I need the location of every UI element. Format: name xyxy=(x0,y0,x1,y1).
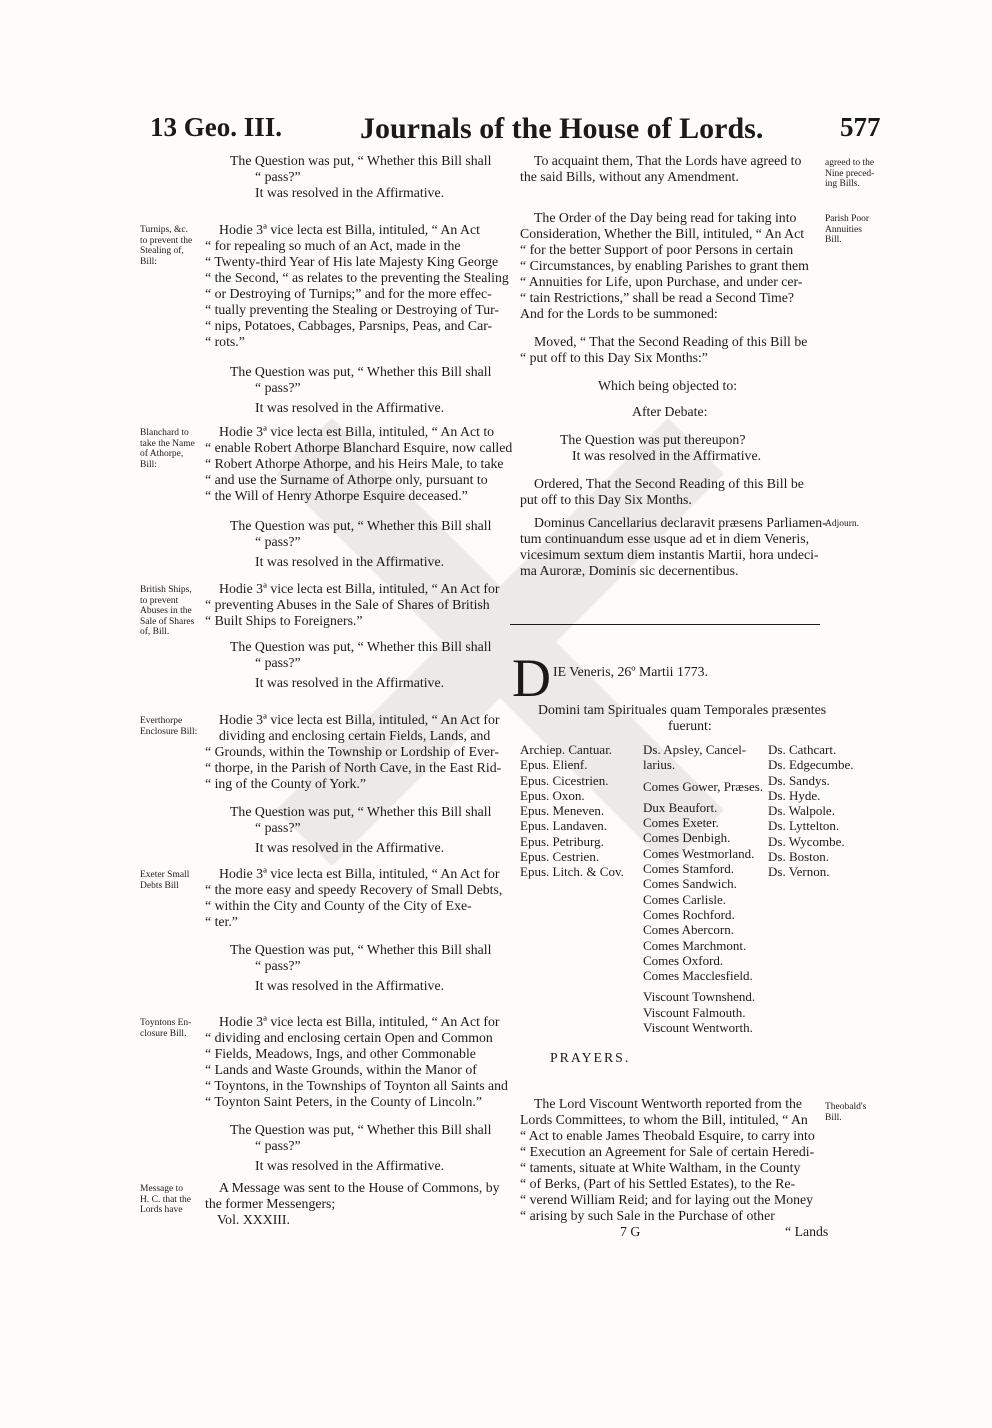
lord-entry: Ds. Walpole. xyxy=(768,803,835,819)
lord-entry: Comes Exeter. xyxy=(643,815,719,831)
left-block-7: Hodie 3ª vice lecta est Billa, intituled, “ An Act for “ dividing and enclosing certain Open and Common “ Fields, Meadows, Ings, and other Commonable “ Lands and Waste Grounds, within the Manor of “ Toyntons, in the Townships of Toynton all Saints and “ Toynton Saint Peters, in the County of Lincoln.” The Question was put, “ Whether this Bill shall “ pass?” It was resolved in the Affirmative. xyxy=(205,1014,508,1173)
lord-entry: Ds. Hyde. xyxy=(768,787,821,803)
lord-entry: Viscount Falmouth. xyxy=(643,1004,746,1020)
header-regnal-year: 13 Geo. III. xyxy=(150,112,283,142)
lord-entry: Comes Oxford. xyxy=(643,952,724,968)
lord-entry: Comes Stamford. xyxy=(643,861,734,877)
margin-note-message: Message to H. C. that the Lords have xyxy=(140,1184,191,1215)
margin-note-british-ships: British Ships, to prevent Abuses in the Sale of Shares of, Bill. xyxy=(140,585,195,637)
lord-entry: Ds. Sandys. xyxy=(768,772,830,788)
left-block-8: A Message was sent to the House of Commons, by the former Messengers; Vol. XXXIII. xyxy=(205,1180,515,1228)
signature-mark: 7 G xyxy=(620,1224,641,1239)
margin-note-turnips: Turnips, &c. to prevent the Stealing of, Bill: xyxy=(140,225,193,267)
prayers-heading: PRAYERS. xyxy=(550,1050,631,1065)
lord-entry: Epus. Cestrien. xyxy=(520,849,600,865)
lord-entry: Viscount Wentworth. xyxy=(643,1020,753,1036)
lord-entry: Epus. Elienf. xyxy=(520,757,588,773)
lord-entry: Comes Macclesfield. xyxy=(643,968,753,984)
margin-note-adjourn: Adjourn. xyxy=(825,519,860,529)
lord-entry: Comes Westmorland. xyxy=(643,845,755,861)
drop-cap: D xyxy=(512,648,551,708)
lords-list-bishops xyxy=(520,742,624,880)
lord-entry: Viscount Townshend. xyxy=(643,989,756,1005)
lord-entry: Comes Sandwich. xyxy=(643,876,737,892)
lord-entry: Comes Gower, Præses. xyxy=(643,778,764,794)
left-block-4: Hodie 3ª vice lecta est Billa, intituled, “ An Act for “ preventing Abuses in the Sale of Shares of British “ Built Ships to Foreigners.” The Question was put, “ Whether this Bill shall “ pass?” It was resolved in the Affirmative. xyxy=(205,581,500,690)
lord-entry: Comes Rochford. xyxy=(643,906,735,922)
right-block-3: Dominus Cancellarius declaravit præsens Parliamen- tum continuandum esse usque ad et in diem Veneris, vicesimum sextum diem instantis Martii, hora undeci- ma Auroræ, Dominis sic decernentibus. xyxy=(520,515,827,578)
lord-entry: Dux Beaufort. xyxy=(643,799,718,815)
lord-entry: larius. xyxy=(643,757,676,773)
lord-entry: Ds. Boston. xyxy=(768,849,830,865)
lord-entry: Epus. Litch. & Cov. xyxy=(520,864,624,880)
right-block-2: The Order of the Day being read for taking into Consideration, Whether the Bill, intituled, “ An Act “ for the better Support of poor Persons in certain “ Circumstances, by enabling Parishes to grant them “ Annuities for Life, upon Purchase, and under cer- “ tain Restrictions,” shall be read a Second Time? And for the Lords to be summoned: Moved, “ That the Second Reading of this Bill be “ put off to this Day Six Months:” Which being objected to: After Debate: The Question was put thereupon? It was resolved in the Affirmative. Ordered, That the Second Reading of this Bill be put off to this Day Six Months. xyxy=(520,210,809,507)
lord-entry: Ds. Apsley, Cancel- xyxy=(643,742,747,757)
right-block-1: To acquaint them, That the Lords have agreed to the said Bills, without any Amendment. xyxy=(520,153,802,184)
lord-entry: Ds. Lyttelton. xyxy=(768,818,840,834)
section-rule xyxy=(510,624,820,625)
lord-entry: Epus. Cicestrien. xyxy=(520,772,609,788)
lord-entry: Comes Abercorn. xyxy=(643,922,734,938)
margin-note-blanchard: Blanchard to take the Name of Athorpe, Bill: xyxy=(140,428,195,470)
left-block-6: Hodie 3ª vice lecta est Billa, intituled, “ An Act for “ the more easy and speedy Recovery of Small Debts, “ within the City and County of the City of Exe- “ ter.” The Question was put, “ Whether this Bill shall “ pass?” It was resolved in the Affirmative. xyxy=(205,866,503,993)
lord-entry: Comes Denbigh. xyxy=(643,830,731,846)
left-block-5: Hodie 3ª vice lecta est Billa, intituled, “ An Act for dividing and enclosing certain Fields, Lands, and “ Grounds, within the Township or Lordship of Ever- “ thorpe, in the Parish of North Cave, in the East Rid- “ ing of the County of York.” The Question was put, “ Whether this Bill shall “ pass?” It was resolved in the Affirmative. xyxy=(205,712,502,855)
lord-entry: Ds. Vernon. xyxy=(768,864,830,880)
lords-list-barons xyxy=(768,742,854,880)
left-block-2: Hodie 3ª vice lecta est Billa, intituled, “ An Act “ for repealing so much of an Act, made in the “ Twenty-third Year of His late Majesty King George “ the Second, “ as relates to the preventing the Stealing “ or Destroying of Turnips;” and for the more effec- “ tually preventing the Stealing or Destroying of Tur- “ nips, Potatoes, Cabbages, Parsnips, Peas, and Car- “ rots.” The Question was put, “ Whether this Bill shall “ pass?” It was resolved in the Affirmative. xyxy=(205,222,509,415)
margin-note-everthorpe: Everthorpe Enclosure Bill: xyxy=(140,716,198,737)
lord-entry: Epus. Meneven. xyxy=(520,803,605,819)
lord-entry: Epus. Landaven. xyxy=(520,818,608,834)
lords-list-temporal xyxy=(643,742,763,1035)
day-heading: D IE Veneris, 26º Martii 1773. xyxy=(512,648,708,708)
page-number: 577 xyxy=(840,112,881,142)
lord-entry: Archiep. Cantuar. xyxy=(520,742,613,757)
lord-entry: Comes Marchmont. xyxy=(643,937,747,953)
lord-entry: Ds. Cathcart. xyxy=(768,742,837,757)
lord-entry: Ds. Wycombe. xyxy=(768,833,845,849)
catchword: “ Lands xyxy=(785,1224,829,1239)
volume-number: Vol. XXXIII. xyxy=(217,1212,290,1227)
margin-note-toyntons: Toyntons En- closure Bill. xyxy=(140,1018,192,1039)
lord-entry: Epus. Petriburg. xyxy=(520,833,604,849)
header-title: Journals of the House of Lords. xyxy=(360,112,764,145)
right-block-4: The Lord Viscount Wentworth reported from the Lords Committees, to whom the Bill, intituled, “ An “ Act to enable James Theobald Esquire, to carry into “ Execution an Agreement for Sale of certain Heredi- “ taments, situate at White Waltham, in the County “ of Berks, (Part of his Settled Estates), to the Re- “ verend William Reid; and for laying out the Money “ arising by such Sale in the Purchase of other 7 G “ Lands xyxy=(520,1096,829,1239)
lord-entry: Ds. Edgecumbe. xyxy=(768,757,854,773)
left-block-1: The Question was put, “ Whether this Bill shall “ pass?” It was resolved in the Affirmative. xyxy=(230,153,492,200)
margin-note-theobald: Theobald's Bill. xyxy=(825,1102,867,1123)
present-heading: Domini tam Spirituales quam Temporales præsentes fuerunt: xyxy=(538,702,827,733)
margin-note-agreed: agreed to the Nine preced- ing Bills. xyxy=(825,158,875,189)
margin-note-exeter: Exeter Small Debts Bill xyxy=(140,870,190,891)
lord-entry: Epus. Oxon. xyxy=(520,787,585,803)
lord-entry: Comes Carlisle. xyxy=(643,891,727,907)
left-block-3: Hodie 3ª vice lecta est Billa, intituled, “ An Act to “ enable Robert Athorpe Blanchard Esquire, now called “ Robert Athorpe Athorpe, and his Heirs Male, to take “ and use the Surname of Athorpe only, pursuant to “ the Will of Henry Athorpe Esquire deceased.” The Question was put, “ Whether this Bill shall “ pass?” It was resolved in the Affirmative. xyxy=(205,424,513,569)
margin-note-parish-poor: Parish Poor Annuities Bill. xyxy=(825,214,870,245)
